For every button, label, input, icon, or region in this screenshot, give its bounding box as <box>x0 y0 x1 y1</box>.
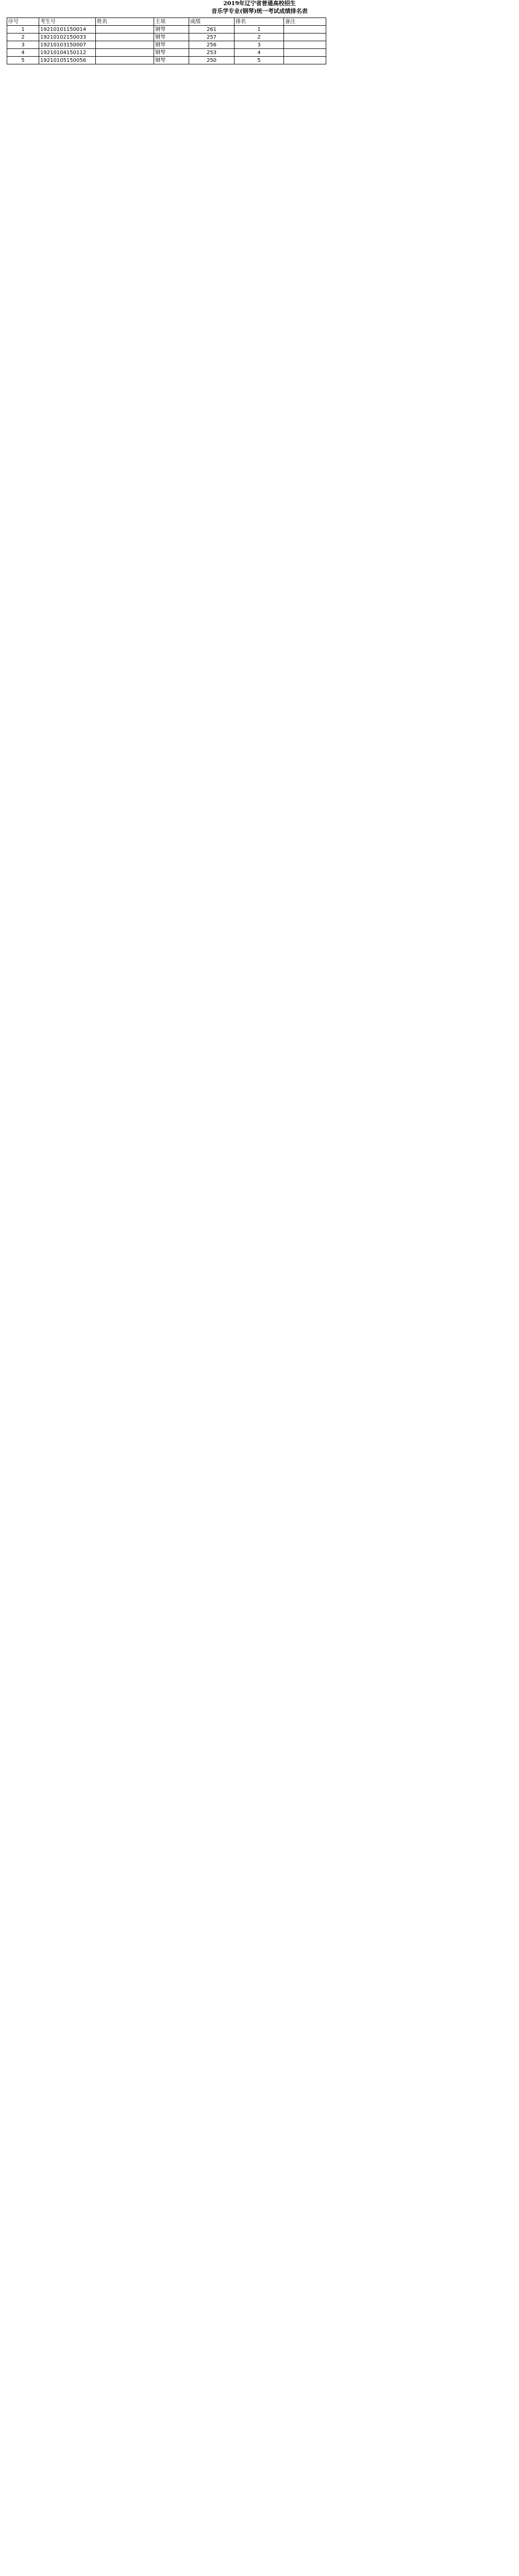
table-cell: 1 <box>235 26 284 33</box>
table-cell <box>284 41 326 49</box>
table-cell: 钢琴 <box>154 33 189 41</box>
table-cell: 4 <box>235 49 284 57</box>
table-row <box>7 26 326 33</box>
table-cell <box>284 26 326 33</box>
table-cell: 19210102150033 <box>39 33 96 41</box>
table-cell: 2 <box>235 33 284 41</box>
table-cell: 261 <box>189 26 235 33</box>
table-cell: 3 <box>235 41 284 49</box>
table-cell <box>284 33 326 41</box>
table-cell: 256 <box>189 41 235 49</box>
table-cell: 250 <box>189 57 235 64</box>
column-header: 排名 <box>235 18 284 26</box>
table-cell: 19210105150056 <box>39 57 96 64</box>
table-row <box>7 57 326 64</box>
table-row <box>7 33 326 41</box>
table-cell: 19210104150112 <box>39 49 96 57</box>
table-cell: 5 <box>7 57 39 64</box>
table-cell: 253 <box>189 49 235 57</box>
column-header: 备注 <box>284 18 326 26</box>
table-header-row <box>7 18 326 26</box>
table-cell <box>284 49 326 57</box>
table-cell: 19210101150014 <box>39 26 96 33</box>
table-cell: 2 <box>7 33 39 41</box>
table-cell <box>284 57 326 64</box>
document-title: 2019年辽宁省普通高校招生 <box>223 0 296 7</box>
column-header: 考生号 <box>39 18 96 26</box>
column-header: 主项 <box>154 18 189 26</box>
column-header: 序号 <box>7 18 39 26</box>
ranking-table <box>7 18 326 64</box>
table-cell <box>96 33 154 41</box>
table-cell: 19210103150007 <box>39 41 96 49</box>
table-cell <box>96 57 154 64</box>
document-subtitle: 音乐学专业(钢琴)统一考试成绩排名表 <box>211 8 308 14</box>
column-header: 姓名 <box>96 18 154 26</box>
table-cell: 257 <box>189 33 235 41</box>
table-cell <box>96 41 154 49</box>
table-cell: 4 <box>7 49 39 57</box>
table-row <box>7 49 326 57</box>
table-cell: 钢琴 <box>154 49 189 57</box>
table-row <box>7 41 326 49</box>
table-cell: 3 <box>7 41 39 49</box>
table-cell: 钢琴 <box>154 26 189 33</box>
table-cell: 钢琴 <box>154 57 189 64</box>
table-cell: 5 <box>235 57 284 64</box>
table-cell <box>96 26 154 33</box>
table-cell: 1 <box>7 26 39 33</box>
table-cell: 钢琴 <box>154 41 189 49</box>
table-cell <box>96 49 154 57</box>
table-body <box>7 26 326 64</box>
column-header: 成绩 <box>189 18 235 26</box>
